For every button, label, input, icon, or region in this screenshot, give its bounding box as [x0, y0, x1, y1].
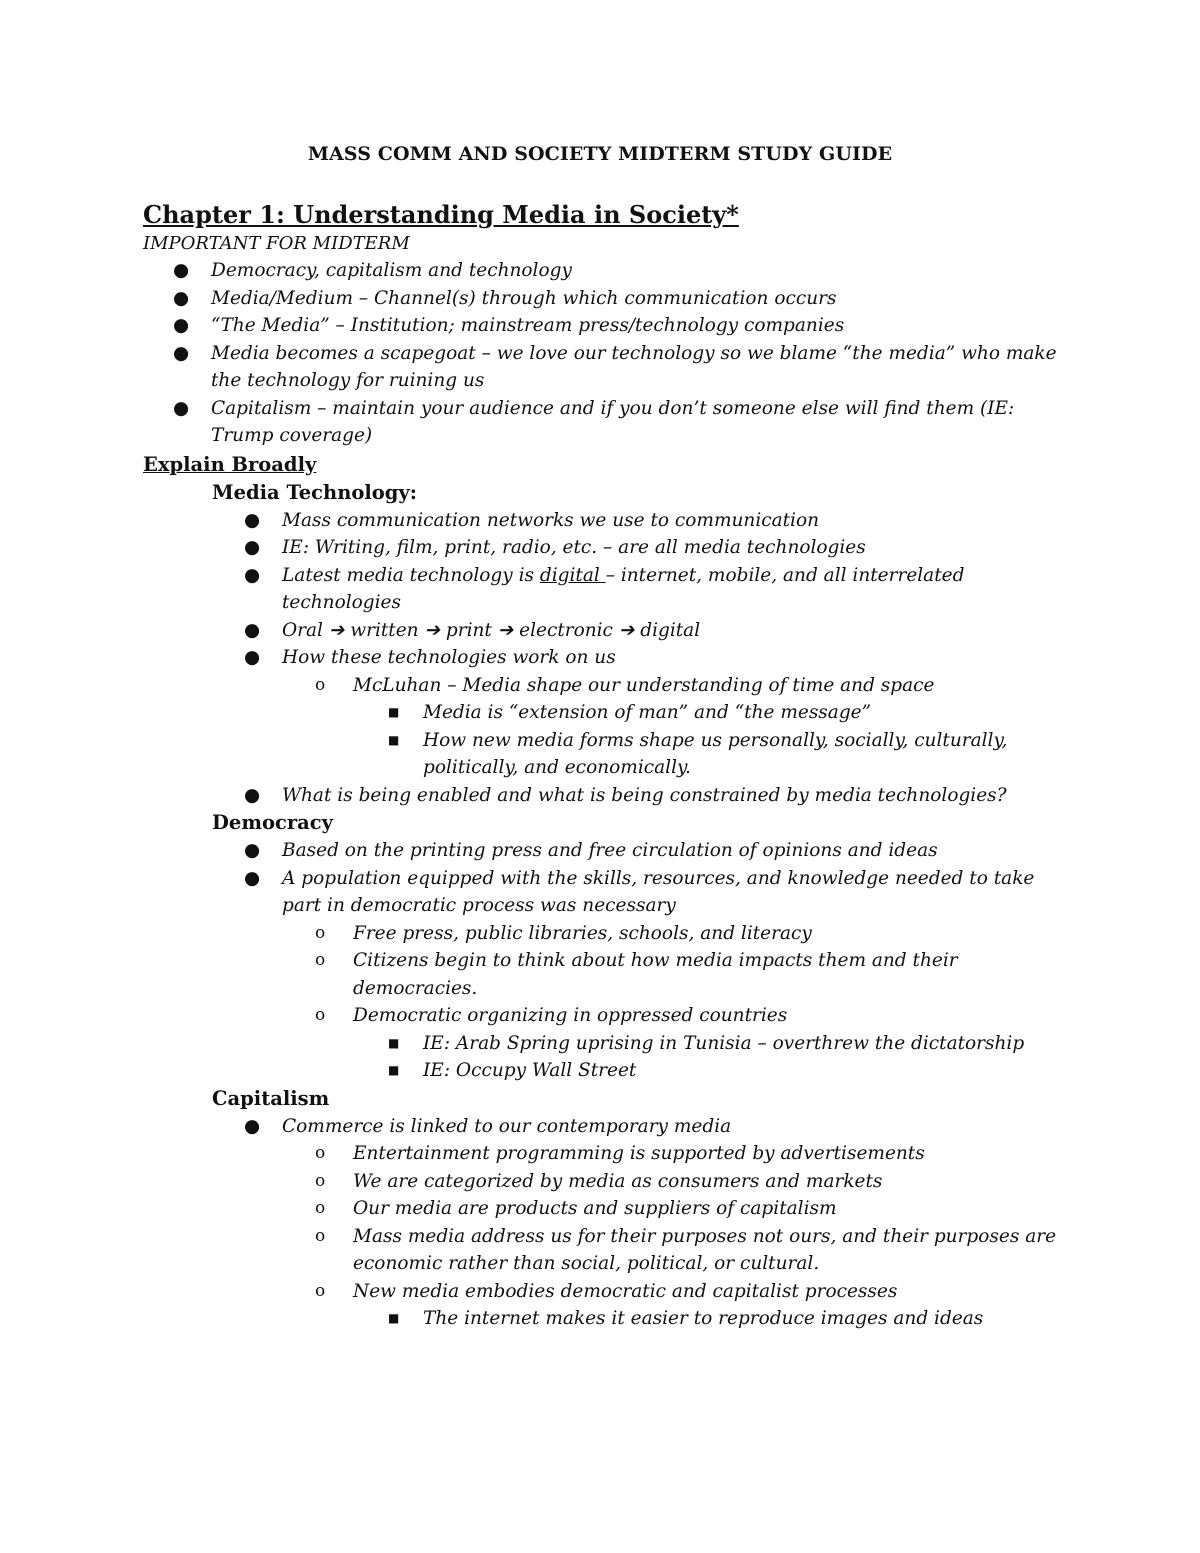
- capitalism-sublist: [143, 1140, 1073, 1305]
- bullet-icon: ●: [244, 619, 261, 641]
- list-item-progression: ● Oral ➔ written ➔ print ➔ electronic ➔ digital: [143, 617, 1073, 645]
- digital-underlined: digital: [539, 564, 606, 586]
- list-item: ● IE: Writing, film, print, radio, etc. – are all media technologies: [143, 534, 1073, 562]
- explain-broadly-heading: Explain Broadly: [143, 452, 317, 476]
- list-item: o McLuhan – Media shape our understanding of time and space: [143, 672, 1073, 700]
- bullet-icon: ●: [244, 1115, 261, 1137]
- democracy-subsublist: [143, 1030, 1073, 1085]
- square-bullet-icon: ■: [388, 705, 400, 719]
- list-item: ● Commerce is linked to our contemporary media: [143, 1113, 1073, 1141]
- square-bullet-icon: ■: [388, 1035, 400, 1050]
- bullet-icon: ●: [244, 509, 261, 531]
- square-bullet-icon: ■: [388, 1063, 400, 1077]
- list-item: ● Capitalism – maintain your audience and if you don’t someone else will find them (IE: Trump coverage): [143, 395, 1073, 450]
- list-item: ■ How new media forms shape us personally, socially, culturally, politically, and economically.: [143, 727, 1073, 782]
- circle-bullet-icon: o: [315, 1143, 326, 1163]
- square-bullet-icon: ■: [388, 732, 400, 747]
- bullet-icon: ●: [244, 840, 261, 861]
- list-item: o Democratic organizing in oppressed countries: [143, 1002, 1073, 1030]
- list-item: ● Mass communication networks we use to communication: [143, 507, 1073, 535]
- list-item: o Entertainment programming is supported by advertisements: [143, 1140, 1073, 1168]
- capitalism-list: [143, 1113, 1073, 1141]
- list-item: ● “The Media” – Institution; mainstream press/technology companies: [143, 312, 1073, 340]
- democracy-list: [143, 837, 1073, 920]
- circle-bullet-icon: o: [315, 674, 326, 695]
- circle-bullet-icon: o: [315, 1170, 326, 1191]
- list-item: ● Media becomes a scapegoat – we love our technology so we blame “the media” who make the technology for ruining us: [143, 340, 1073, 395]
- list-item: ■ IE: Arab Spring uprising in Tunisia – overthrew the dictatorship: [143, 1030, 1073, 1058]
- chapter-heading: Chapter 1: Understanding Media in Society*: [143, 200, 739, 229]
- document-title: MASS COMM AND SOCIETY MIDTERM STUDY GUIDE: [307, 143, 893, 165]
- capitalism-subsublist: [143, 1305, 1073, 1333]
- list-item: o We are categorized by media as consumers and markets: [143, 1168, 1073, 1196]
- media-technology-sublist: [143, 672, 1073, 700]
- list-item: ■ The internet makes it easier to reproduce images and ideas: [143, 1305, 1073, 1333]
- bullet-icon: ●: [244, 784, 261, 806]
- list-item: o Citizens begin to think about how media impacts them and their democracies.: [143, 947, 1073, 1002]
- list-item: ■ IE: Occupy Wall Street: [143, 1057, 1073, 1085]
- circle-bullet-icon: o: [315, 922, 326, 943]
- list-item: ● Latest media technology is digital – internet, mobile, and all interrelated technologies: [143, 562, 1073, 617]
- list-item: ● What is being enabled and what is being constrained by media technologies?: [143, 782, 1073, 810]
- democracy-sublist: [143, 920, 1073, 1030]
- capitalism-heading: Capitalism: [212, 1086, 330, 1110]
- bullet-icon: ●: [244, 647, 261, 668]
- media-technology-list-end: [143, 782, 1073, 810]
- mcluhan-sublist: [143, 699, 1073, 782]
- important-label: IMPORTANT FOR MIDTERM: [143, 233, 410, 254]
- list-item: ● Based on the printing press and free circulation of opinions and ideas: [143, 837, 1073, 865]
- bullet-icon: ●: [244, 867, 261, 889]
- list-item: ● How these technologies work on us: [143, 644, 1073, 672]
- list-item: o Mass media address us for their purposes not ours, and their purposes are economic rather than social, political, or cultural.: [143, 1223, 1073, 1278]
- bullet-icon: ●: [173, 342, 190, 364]
- list-item: o New media embodies democratic and capitalist processes: [143, 1278, 1073, 1306]
- list-item: ● Media/Medium – Channel(s) through which communication occurs: [143, 285, 1073, 313]
- square-bullet-icon: ■: [388, 1311, 400, 1325]
- circle-bullet-icon: o: [315, 1198, 326, 1218]
- democracy-heading: Democracy: [212, 811, 333, 834]
- bullet-icon: ●: [173, 260, 190, 281]
- bullet-icon: ●: [173, 397, 190, 419]
- media-technology-list: [143, 507, 1073, 672]
- list-item: o Our media are products and suppliers of capitalism: [143, 1195, 1073, 1223]
- list-item: ● Democracy, capitalism and technology: [143, 257, 1073, 285]
- list-item: ■ Media is “extension of man” and “the message”: [143, 699, 1073, 727]
- arrow-right-icon: ➔: [618, 619, 635, 641]
- bullet-icon: ●: [173, 287, 190, 309]
- list-item: ● A population equipped with the skills, resources, and knowledge needed to take part in democratic process was necessary: [143, 865, 1073, 920]
- arrow-right-icon: ➔: [328, 619, 345, 641]
- document-body: [143, 200, 1073, 1333]
- bullet-icon: ●: [244, 537, 261, 558]
- circle-bullet-icon: o: [315, 1005, 326, 1025]
- circle-bullet-icon: o: [315, 1225, 326, 1246]
- important-list: [143, 257, 1073, 450]
- circle-bullet-icon: o: [315, 950, 326, 970]
- circle-bullet-icon: o: [315, 1280, 326, 1301]
- bullet-icon: ●: [173, 315, 190, 336]
- arrow-right-icon: ➔: [497, 619, 514, 641]
- media-technology-heading: Media Technology:: [212, 480, 417, 504]
- list-item: o Free press, public libraries, schools, and literacy: [143, 920, 1073, 948]
- bullet-icon: ●: [244, 564, 261, 586]
- arrow-right-icon: ➔: [424, 619, 440, 641]
